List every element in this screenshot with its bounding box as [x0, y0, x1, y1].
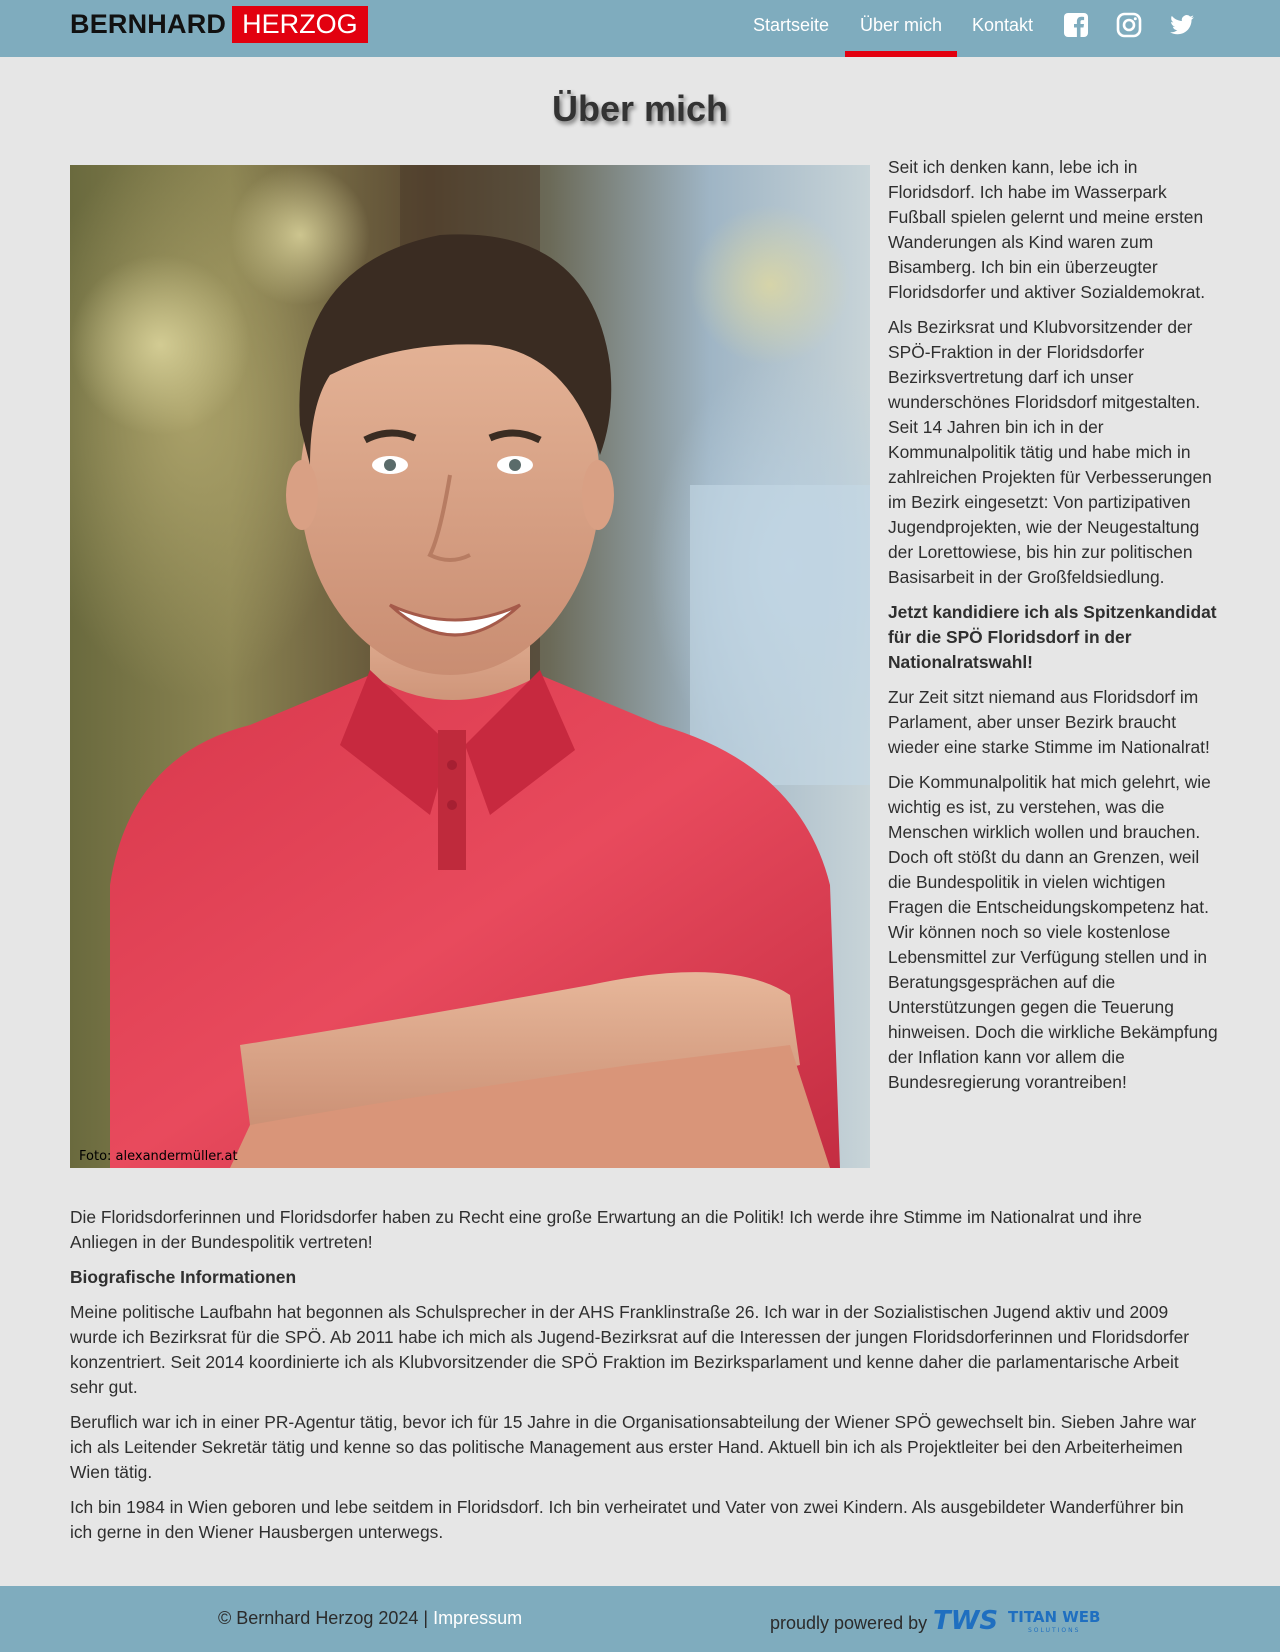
- titan-web-logo[interactable]: [933, 1606, 1113, 1636]
- logo-text: TITAN WEB: [1008, 1608, 1101, 1626]
- intro-paragraph: Als Bezirksrat und Klubvorsitzender der SPÖ-Fraktion in der Floridsdorfer Bezirksvertretung darf ich unser wunderschönes Floridsdorf mitgestalten. Seit 14 Jahren bin ich in der Kommunalpolitik tätig und habe mich in zahlreichen Projekten für Verbesserungen im Bezirk eingesetzt: Von partizipativen Jugendprojekten, wie der Neugestaltung der Lorettowiese, bis hin zur politischen Basisarbeit in der Großfeldsiedlung.: [888, 317, 1212, 587]
- nav-link-ueber-mich[interactable]: Über mich: [845, 0, 957, 57]
- brand-last-name: HERZOG: [232, 6, 368, 43]
- intro-paragraph: Seit ich denken kann, lebe ich in Floridsdorf. Ich habe im Wasserpark Fußball spielen gelernt und meine ersten Wanderungen als Kind waren zum Bisamberg. Ich bin ein überzeugter Floridsdorfer und aktiver Sozialdemokrat.: [888, 157, 1206, 302]
- logo-subtext: SOLUTIONS: [1028, 1627, 1081, 1634]
- footer-copyright: [218, 1608, 522, 1629]
- twitter-icon[interactable]: [1169, 12, 1195, 38]
- impressum-link[interactable]: Impressum: [433, 1608, 523, 1628]
- site-logo[interactable]: [70, 6, 368, 43]
- intro-paragraph: Zur Zeit sitzt niemand aus Floridsdorf im Parlament, aber unser Bezirk braucht wieder eine starke Stimme im Nationalrat!: [888, 687, 1210, 757]
- logo-mark: TWS: [933, 1606, 999, 1636]
- intro-paragraph: Die Kommunalpolitik hat mich gelehrt, wie wichtig es ist, zu verstehen, was die Menschen wirklich wollen und brauchen. Doch oft stößt du dann an Grenzen, weil die Bundespolitik in vielen wichtigen Fragen die Entscheidungskompetenz hat. Wir können noch so viele kostenlose Lebensmittel zur Verfügung stellen und in Beratungsgesprächen auf die Unterstützungen gegen die Teuerung hinweisen. Doch die wirkliche Bekämpfung der Inflation kann vor allem die Bundesregierung vorantreiben!: [888, 772, 1218, 1092]
- photo-credit: Foto: alexandermüller.at: [79, 1149, 238, 1164]
- footer-credits: [770, 1608, 1113, 1638]
- portrait-illustration: [70, 165, 870, 1168]
- page-footer: [0, 1586, 1280, 1652]
- instagram-icon[interactable]: [1116, 12, 1142, 38]
- body-paragraph: Ich bin 1984 in Wien geboren und lebe seitdem in Floridsdorf. Ich bin verheiratet und Vater von zwei Kindern. Als ausgebildeter Wanderführer bin ich gerne in den Wiener Hausbergen unterwegs.: [70, 1497, 1184, 1542]
- candidacy-statement: Jetzt kandidiere ich als Spitzenkandidat für die SPÖ Floridsdorf in der Nationalratswahl!: [888, 602, 1217, 672]
- page-title: Über mich: [551, 88, 729, 129]
- nav-link-kontakt[interactable]: Kontakt: [972, 15, 1034, 35]
- bio-heading: Biografische Informationen: [70, 1267, 297, 1287]
- intro-text-column: [888, 155, 1218, 1105]
- bio-text-section: [70, 1205, 1210, 1555]
- body-paragraph: Beruflich war ich in einer PR-Agentur tätig, bevor ich für 15 Jahre in die Organisationsabteilung der Wiener SPÖ gewechselt bin. Sieben Jahre war ich als Leitender Sekretär tätig und kenne so das politische Management aus erster Hand. Aktuell bin ich als Projektleiter bei den Arbeiterheimen Wien tätig.: [70, 1412, 1197, 1482]
- portrait-photo: [70, 165, 870, 1168]
- facebook-icon[interactable]: [1063, 12, 1089, 38]
- powered-by-text: proudly powered by: [770, 1612, 928, 1633]
- copyright-text: © Bernhard Herzog 2024 |: [218, 1608, 434, 1628]
- body-paragraph: Die Floridsdorferinnen und Floridsdorfer haben zu Recht eine große Erwartung an die Politik! Ich werde ihre Stimme im Nationalrat und ihre Anliegen in der Bundespolitik vertreten!: [70, 1207, 1142, 1252]
- top-navbar: [0, 0, 1280, 57]
- body-paragraph: Meine politische Laufbahn hat begonnen als Schulsprecher in der AHS Franklinstraße 26. Ich war in der Sozialistischen Jugend aktiv und 2009 wurde ich Bezirksrat für die SPÖ. Ab 2011 habe ich mich als Jugend-Bezirksrat auf die Interessen der jungen Floridsdorferinnen und Floridsdorfer konzentriert. Seit 2014 koordinierte ich als Klubvorsitzender die SPÖ Fraktion im Bezirksparlament und kenne daher die parlamentarische Arbeit sehr gut.: [70, 1302, 1190, 1397]
- brand-first-name: BERNHARD: [70, 9, 227, 39]
- nav-link-startseite[interactable]: Startseite: [753, 15, 830, 35]
